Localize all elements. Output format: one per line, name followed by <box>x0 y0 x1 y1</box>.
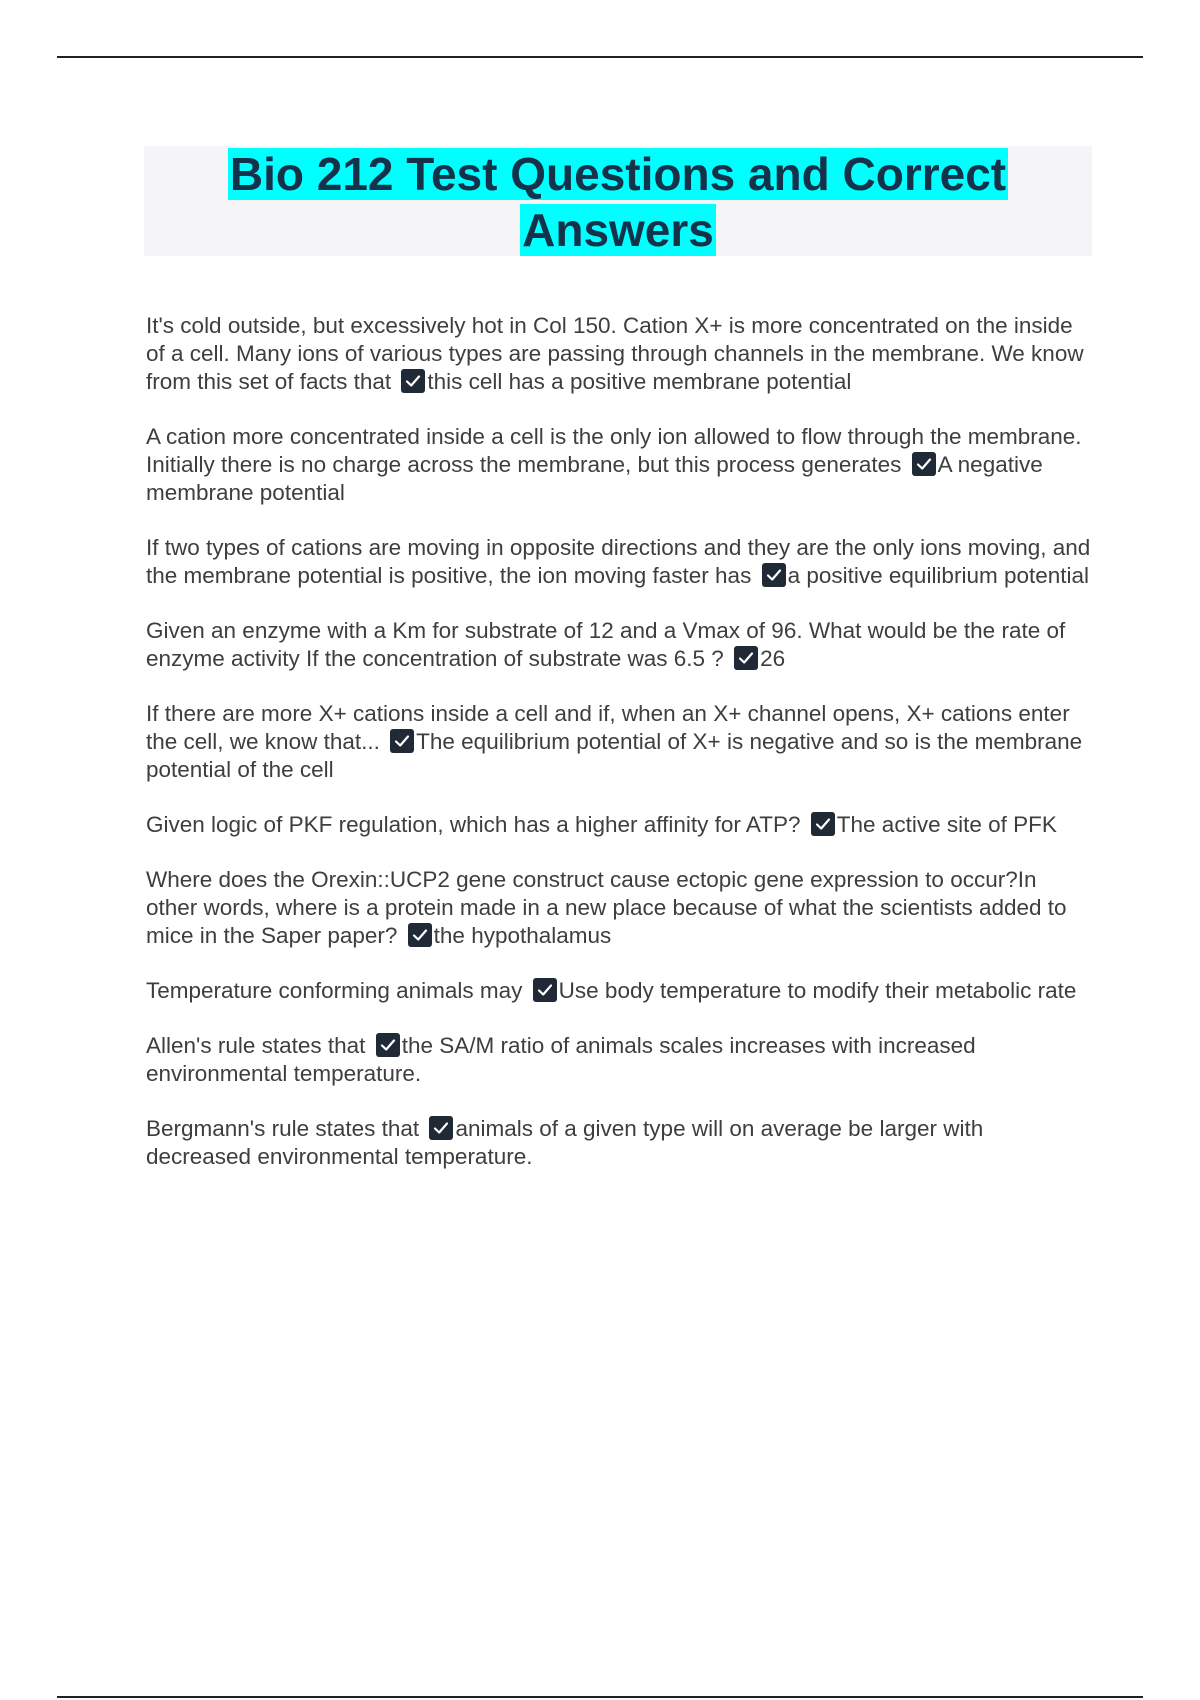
answer-text: 26 <box>760 646 786 671</box>
checkmark-icon <box>811 812 835 836</box>
title-box <box>144 146 1092 256</box>
question-text: It's cold outside, but excessively hot in Col 150. Cation X+ is more concentrated on the inside of a cell. Many ions of various types are passing through channels in the membrane. We know from this set of facts that <box>146 313 1084 394</box>
qa-item <box>146 423 1091 507</box>
answer-text: Use body temperature to modify their metabolic rate <box>558 978 1077 1003</box>
question-text: A cation more concentrated inside a cell is the only ion allowed to flow through the membrane. Initially there is no charge across the membrane, but this process generates <box>146 424 1082 477</box>
checkmark-icon <box>408 923 432 947</box>
checkmark-icon <box>533 978 557 1002</box>
answer-text: The active site of PFK <box>836 812 1057 837</box>
question-text: If there are more X+ cations inside a cell and if, when an X+ channel opens, X+ cations enter the cell, we know that... <box>146 701 1070 754</box>
question-text: Given an enzyme with a Km for substrate of 12 and a Vmax of 96. What would be the rate of enzyme activity If the concentration of substrate was 6.5 ? <box>146 618 1066 671</box>
qa-item <box>146 1115 1091 1171</box>
qa-item <box>146 534 1091 590</box>
question-text: Allen's rule states that <box>146 1033 366 1058</box>
answer-text: The equilibrium potential of X+ is negative and so is the membrane potential of the cell <box>146 729 1083 782</box>
question-text: Bergmann's rule states that <box>146 1116 420 1141</box>
checkmark-icon <box>762 563 786 587</box>
question-text: Temperature conforming animals may <box>146 978 523 1003</box>
qa-list <box>146 312 1091 1198</box>
answer-text: a positive equilibrium potential <box>787 563 1090 588</box>
checkmark-icon <box>376 1033 400 1057</box>
qa-item <box>146 312 1091 396</box>
answer-text: this cell has a positive membrane potential <box>427 369 852 394</box>
page-title <box>198 146 1038 258</box>
qa-item <box>146 866 1091 950</box>
checkmark-icon <box>401 369 425 393</box>
checkmark-icon <box>734 646 758 670</box>
top-rule <box>57 56 1143 58</box>
answer-text: animals of a given type will on average be larger with decreased environmental temperature. <box>146 1116 984 1169</box>
question-text: If two types of cations are moving in opposite directions and they are the only ions moving, and the membrane potential is positive, the ion moving faster has <box>146 535 1091 588</box>
checkmark-icon <box>912 452 936 476</box>
qa-item <box>146 1032 1091 1088</box>
checkmark-icon <box>390 729 414 753</box>
checkmark-icon <box>429 1116 453 1140</box>
title-line-2: Answers <box>522 204 714 256</box>
qa-item <box>146 811 1091 839</box>
qa-item <box>146 977 1091 1005</box>
answer-text: the SA/M ratio of animals scales increases with increased environmental temperature. <box>146 1033 976 1086</box>
title-line-1: Bio 212 Test Questions and Correct <box>229 148 1007 200</box>
question-text: Where does the Orexin::UCP2 gene construct cause ectopic gene expression to occur?In other words, where is a protein made in a new place because of what the scientists added to mice in the Saper paper? <box>146 867 1067 948</box>
bottom-rule <box>57 1696 1143 1698</box>
answer-text: A negative membrane potential <box>146 452 1043 505</box>
qa-item <box>146 700 1091 784</box>
answer-text: the hypothalamus <box>433 923 612 948</box>
qa-item <box>146 617 1091 673</box>
question-text: Given logic of PKF regulation, which has a higher affinity for ATP? <box>146 812 801 837</box>
